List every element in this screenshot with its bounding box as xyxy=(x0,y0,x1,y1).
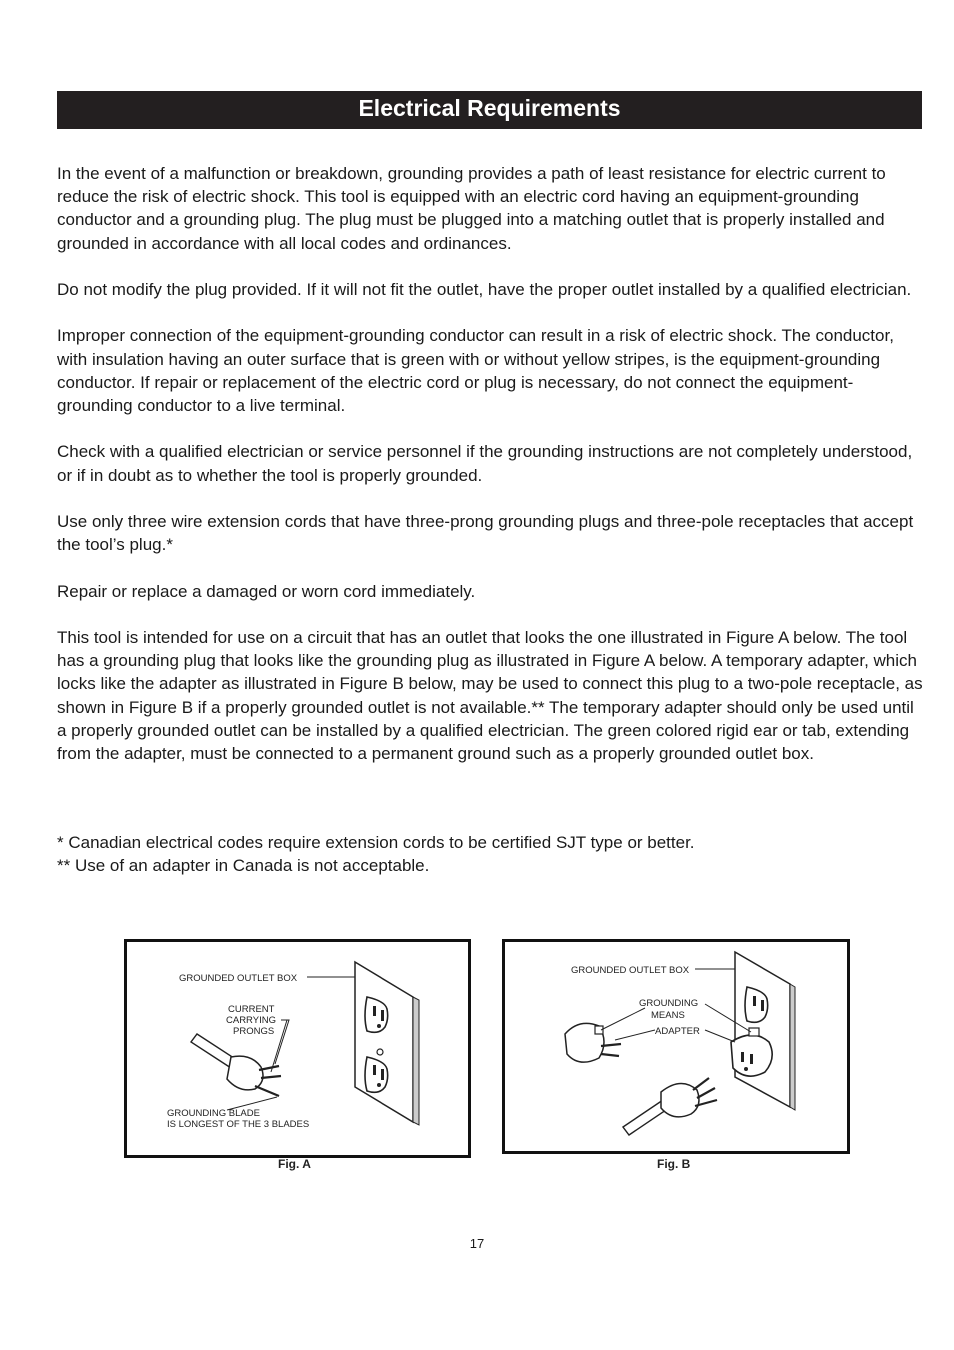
label-carrying: CARRYING xyxy=(226,1015,276,1026)
page-number: 17 xyxy=(469,1236,485,1251)
body-text xyxy=(57,162,927,765)
figure-a-caption: Fig. A xyxy=(278,1157,311,1171)
paragraph-grounding: In the event of a malfunction or breakdown, grounding provides a path of least resistance for electric current to reduce the risk of electric shock. This tool is equipped with an electric cord having an equipment-grounding conductor and a grounding plug. The plug must be plugged into a matching outlet that is properly installed and grounded in accordance with all local codes and ordinances. xyxy=(57,164,886,253)
paragraph-modify-plug: Do not modify the plug provided. If it will not fit the outlet, have the proper outlet installed by a qualified electrician. xyxy=(57,280,912,299)
paragraph-improper-connection: Improper connection of the equipment-grounding conductor can result in a risk of electric shock. The conductor, with insulation having an outer surface that is green with or without yellow stripes, is the equipment-grounding conductor. If repair or replacement of the electric cord or plug is necessary, do not connect the equipment-grounding conductor to a live terminal. xyxy=(57,326,894,415)
label-grounding-blade: GROUNDING BLADE xyxy=(167,1108,260,1119)
label-current: CURRENT xyxy=(228,1004,275,1015)
label-grounding: GROUNDING xyxy=(639,998,699,1009)
section-title: Electrical Requirements xyxy=(358,95,621,121)
outlet-wall-plate xyxy=(355,962,413,1122)
paragraph-check-electrician: Check with a qualified electrician or service personnel if the grounding instructions are not completely understood, or if in doubt as to whether the tool is properly grounded. xyxy=(57,442,913,485)
footnote-canada-adapter: ** Use of an adapter in Canada is not acceptable. xyxy=(57,856,430,876)
label-means: MEANS xyxy=(651,1010,685,1021)
paragraph-outlet-adapter: This tool is intended for use on a circuit that has an outlet that looks the one illustrated in Figure A below. The tool has a grounding plug that looks like the grounding plug as illustrated in Figure A below. A temporary adapter, which locks like the adapter as illustrated in Figure B below, may be used to connect this plug to a two-pole receptacle, as shown in Figure B if a properly grounded outlet is not available.** The temporary adapter should only be used until a properly grounded outlet can be installed by a qualified electrician. The green colored rigid ear or tab, extending from the adapter, must be connected to a permanent ground such as a properly grounded outlet box. xyxy=(57,627,923,763)
outlet-plate-edge xyxy=(413,997,419,1125)
outlet-plate-edge xyxy=(790,984,795,1110)
footnote-canada-cords: * Canadian electrical codes require extension cords to be certified SJT type or better. xyxy=(57,833,695,852)
outlet-wall-plate xyxy=(735,952,790,1107)
label-grounded-outlet-box: GROUNDED OUTLET BOX xyxy=(179,973,298,984)
label-prongs: PRONGS xyxy=(233,1026,275,1037)
plug-body xyxy=(227,1056,263,1090)
figure-a xyxy=(124,939,471,1158)
figure-a-illustration xyxy=(127,942,468,1155)
paragraph-repair-cord: Repair or replace a damaged or worn cord immediately. xyxy=(57,581,476,601)
footnotes xyxy=(57,831,927,877)
figure-b xyxy=(502,939,850,1154)
label-adapter: ADAPTER xyxy=(655,1026,700,1037)
figure-b-illustration xyxy=(505,942,847,1151)
section-header-bar xyxy=(57,91,922,129)
label-grounded-outlet-box: GROUNDED OUTLET BOX xyxy=(571,965,690,976)
label-longest-blade: IS LONGEST OF THE 3 BLADES xyxy=(167,1119,310,1130)
figure-b-caption: Fig. B xyxy=(657,1157,691,1171)
paragraph-extension-cords: Use only three wire extension cords that have three-prong grounding plugs and three-pole receptacles that accept the tool’s plug.* xyxy=(57,511,914,555)
